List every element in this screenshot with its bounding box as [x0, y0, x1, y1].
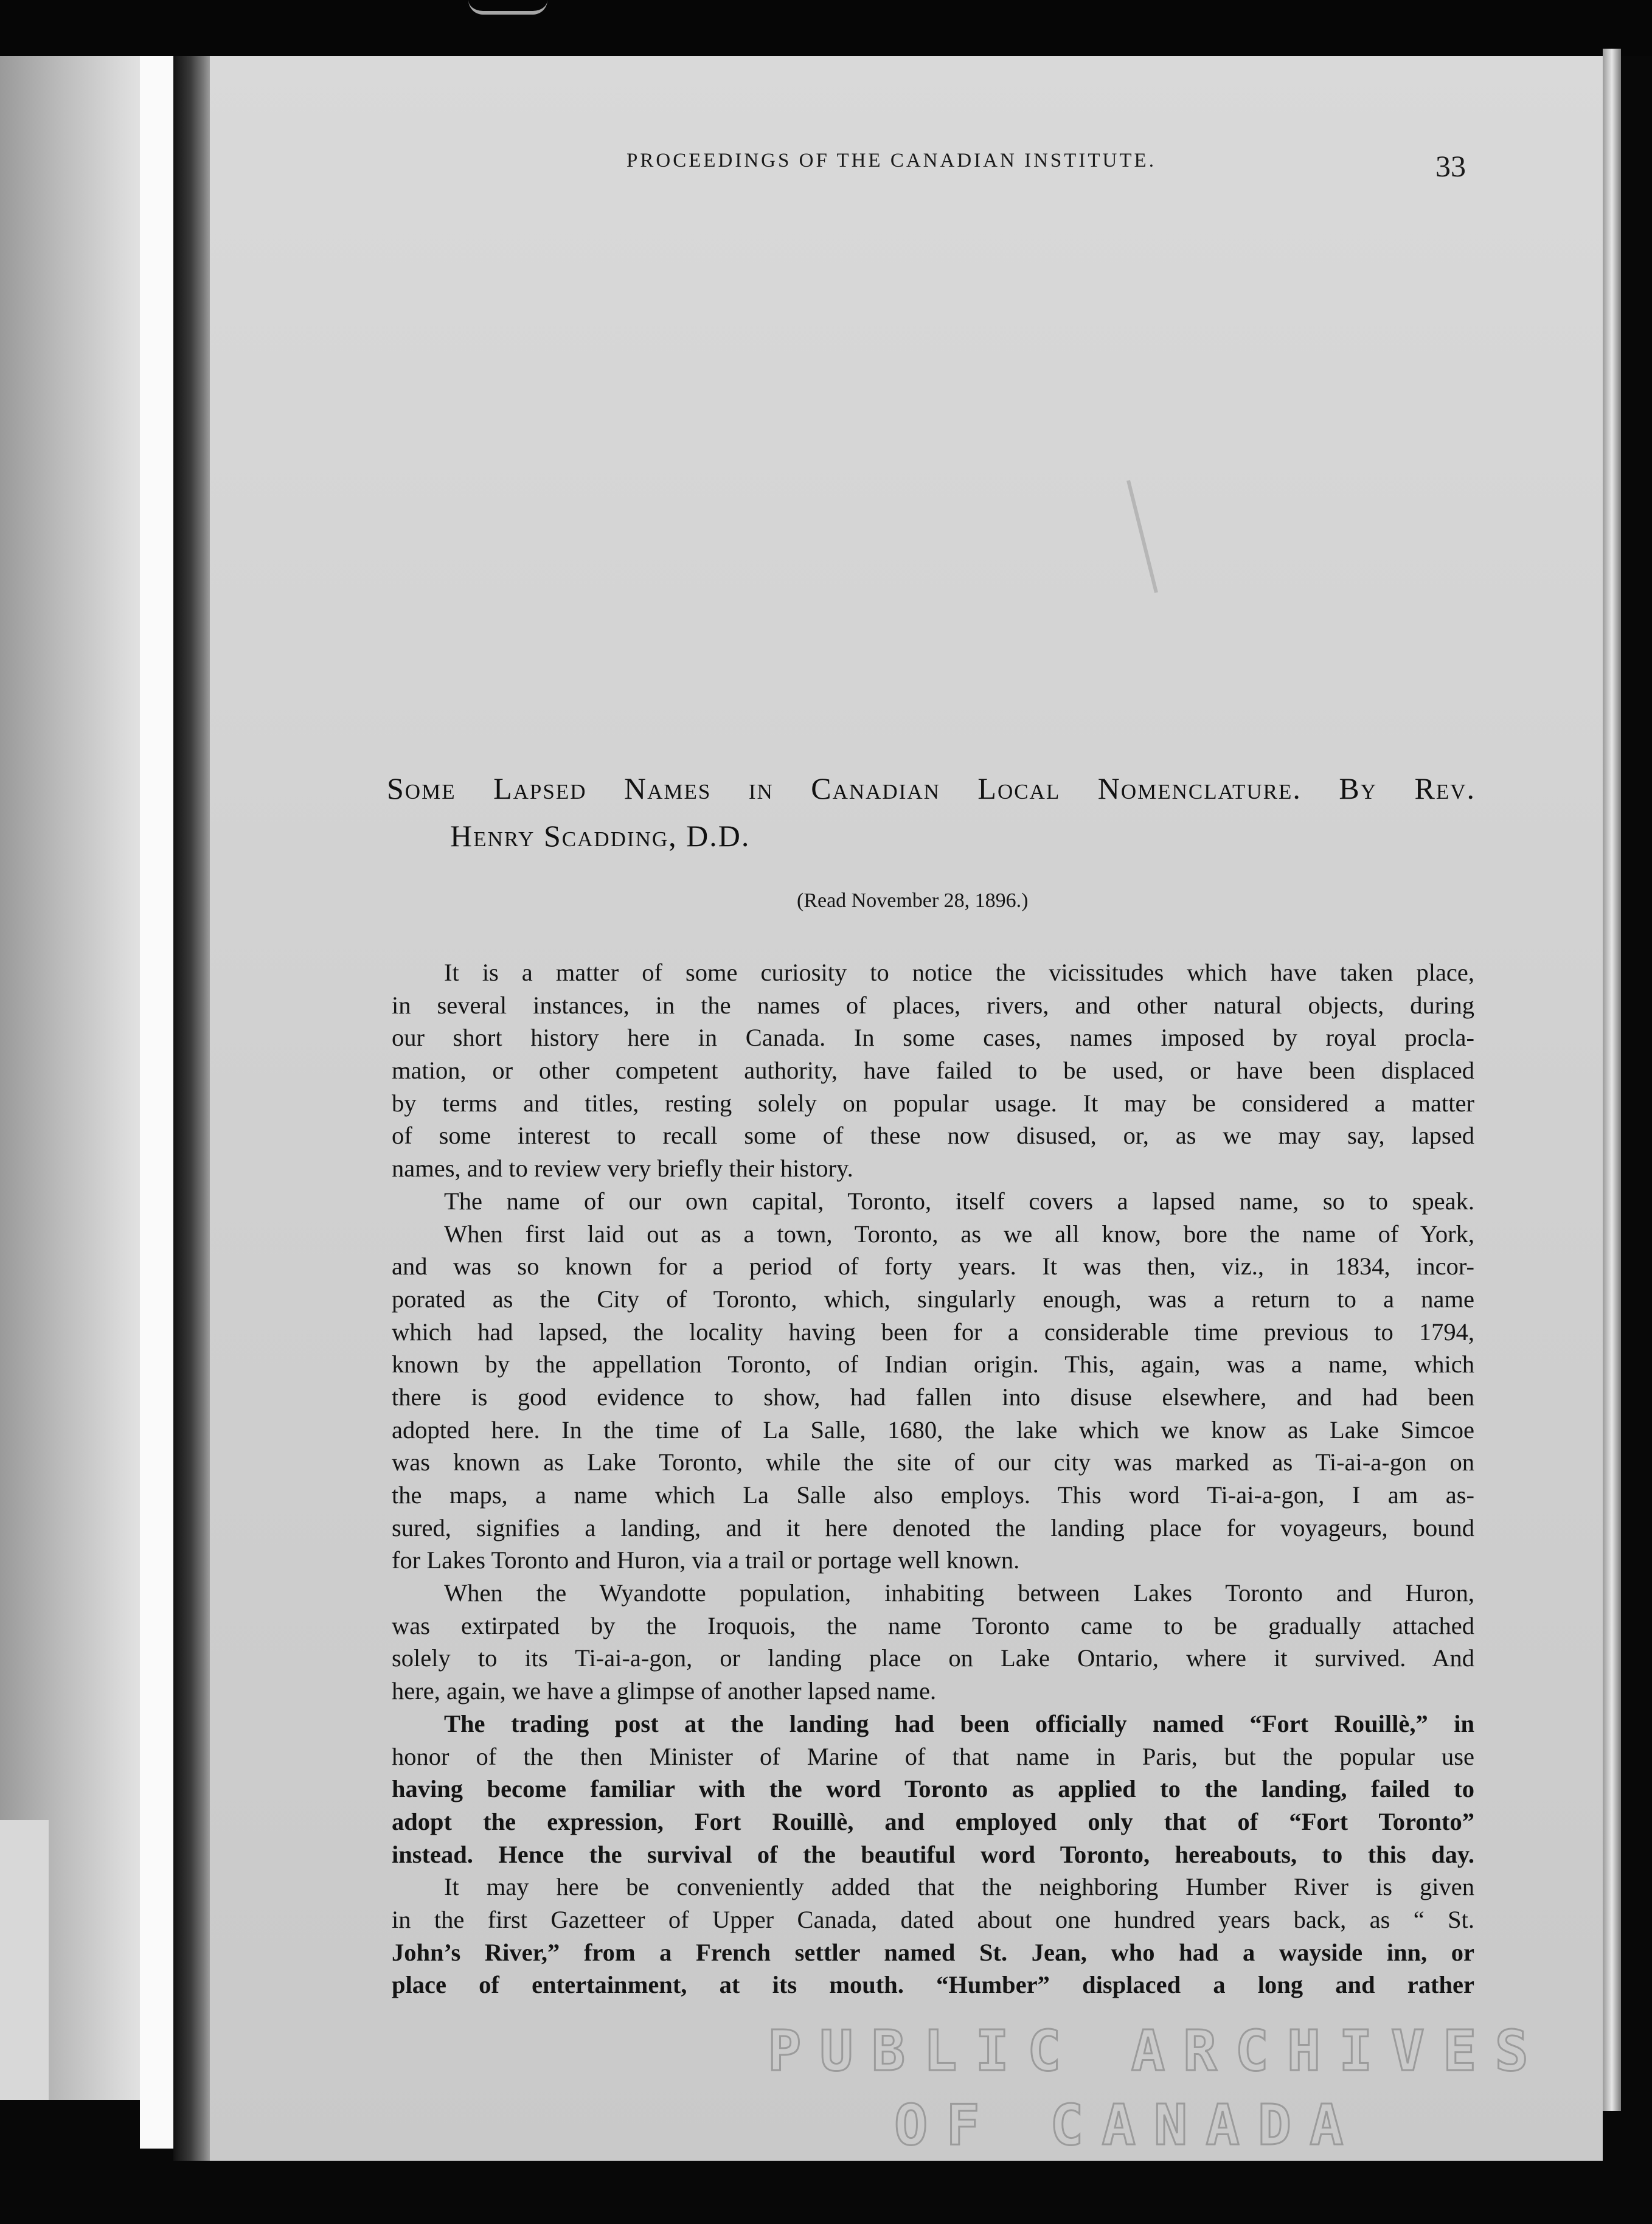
body-line: sured, signifies a landing, and it here denoted the landing place for voyageurs, bound [392, 1513, 1474, 1541]
paper-scratch [1126, 480, 1158, 593]
archive-stamp-line-2: OF CANADA [894, 2093, 1362, 2158]
body-line: names, and to review very briefly their history. [392, 1155, 853, 1183]
article-body [392, 956, 1474, 2001]
body-line: adopted here. In the time of La Salle, 1680, the lake which we know as Lake Simcoe [392, 1416, 1474, 1444]
body-line: the maps, a name which La Salle also employs. This word Ti-ai-a-gon, I am as- [392, 1481, 1474, 1509]
body-line: It is a matter of some curiosity to notice the vicissitudes which have taken place, [444, 959, 1474, 986]
body-line: adopt the expression, Fort Rouillè, and employed only that of “Fort Toronto” [392, 1807, 1474, 1835]
scan-top-mark [468, 0, 547, 15]
body-line: When first laid out as a town, Toronto, as we all know, bore the name of York, [444, 1220, 1474, 1248]
body-line: having become familiar with the word Toronto as applied to the landing, failed to [392, 1775, 1474, 1803]
body-line: The name of our own capital, Toronto, itself covers a lapsed name, so to speak. [444, 1187, 1474, 1215]
body-line: known by the appellation Toronto, of Indian origin. This, again, was a name, which [392, 1350, 1474, 1378]
page-number: 33 [1435, 149, 1466, 183]
body-line: John’s River,” from a French settler named St. Jean, who had a wayside inn, or [392, 1938, 1474, 1966]
body-line: solely to its Ti-ai-a-gon, or landing place on Lake Ontario, where it survived. And [392, 1644, 1474, 1672]
page-right-edge [1603, 49, 1621, 2111]
body-line: in several instances, in the names of places, rivers, and other natural objects, during [392, 991, 1474, 1019]
body-line: by terms and titles, resting solely on popular usage. It may be considered a matter [392, 1089, 1474, 1117]
body-line: When the Wyandotte population, inhabiting between Lakes Toronto and Huron, [444, 1579, 1474, 1607]
body-line: of some interest to recall some of these now disused, or, as we may say, lapsed [392, 1122, 1474, 1150]
body-line: in the first Gazetteer of Upper Canada, dated about one hundred years back, as “ St. [392, 1905, 1474, 1933]
body-line: place of entertainment, at its mouth. “Humber” displaced a long and rather [392, 1971, 1474, 1999]
body-line: and was so known for a period of forty years. It was then, viz., in 1834, incor- [392, 1253, 1474, 1281]
body-line: here, again, we have a glimpse of another lapsed name. [392, 1677, 937, 1705]
body-line: It may here be conveniently added that the neighboring Humber River is given [444, 1873, 1474, 1901]
body-line: there is good evidence to show, had fallen into disuse elsewhere, and had been [392, 1383, 1474, 1411]
body-line: for Lakes Toronto and Huron, via a trail or portage well known. [392, 1546, 1020, 1574]
scan-top-border [0, 0, 1652, 56]
body-line: porated as the City of Toronto, which, singularly enough, was a return to a name [392, 1285, 1474, 1313]
body-line: was extirpated by the Iroquois, the name Toronto came to be gradually attached [392, 1611, 1474, 1639]
body-line: honor of the then Minister of Marine of that name in Paris, but the popular use [392, 1742, 1474, 1770]
archive-stamp-line-1: PUBLIC ARCHIVES [768, 2018, 1547, 2083]
page-fold [0, 1820, 49, 2100]
body-line: mation, or other competent authority, have failed to be used, or have been displaced [392, 1057, 1474, 1085]
read-date-note: (Read November 28, 1896.) [797, 889, 1029, 912]
running-head: PROCEEDINGS OF THE CANADIAN INSTITUTE. [626, 150, 1156, 172]
body-line: which had lapsed, the locality having been for a considerable time previous to 1794, [392, 1318, 1474, 1346]
article-title: Some Lapsed Names in Canadian Local Nomenclature. By Rev. [387, 771, 1476, 805]
body-line: The trading post at the landing had been officially named “Fort Rouillè,” in [444, 1709, 1474, 1737]
body-line: our short history here in Canada. In some cases, names imposed by royal procla- [392, 1024, 1474, 1052]
body-line: instead. Hence the survival of the beautiful word Toronto, hereabouts, to this day. [392, 1840, 1474, 1868]
article-author: Henry Scadding, D.D. [450, 819, 751, 853]
body-line: was known as Lake Toronto, while the site of our city was marked as Ti-ai-a-gon on [392, 1448, 1474, 1476]
